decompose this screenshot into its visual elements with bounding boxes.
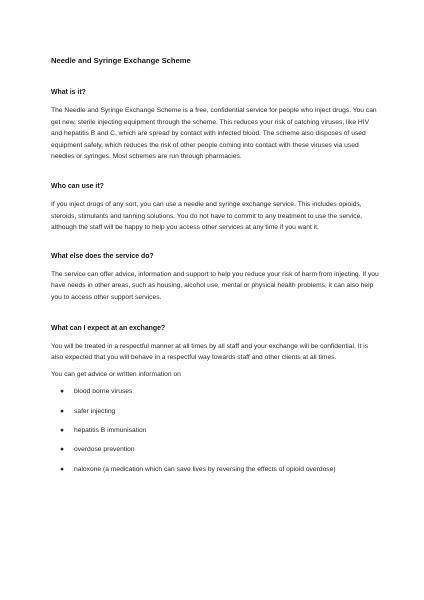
paragraph: You can get advice or written information on xyxy=(51,370,181,378)
list-item xyxy=(51,386,379,398)
list-item xyxy=(51,425,379,437)
paragraph: If you inject drugs of any sort, you can use a needle and syringe exchange service. This includes opioids, steroids, stimulants and tanning solutions. You do not have to commit to any treatment to use the service, although the staff will be happy to help you access other services at any time if you want it. xyxy=(51,200,363,232)
list-item-text: safer injecting xyxy=(74,407,116,415)
paragraph: You will be treated in a respectful manner at all times by all staff and your exchange will be confidential. It is also expected that you will behave in a respectful way towards staff and other clients at all times. xyxy=(51,342,369,362)
section-what-is-it xyxy=(51,88,379,163)
paragraph: The service can offer advice, information and support to help you reduce your risk of harm from injecting. If you have needs in other areas, such as housing, alcohol use, mental or physical health problems, it can also help you to access other support services. xyxy=(51,270,379,301)
bullet-icon: ● xyxy=(60,465,65,473)
bullet-icon: ● xyxy=(60,407,65,415)
list-item-text: hepatitis B immunisation xyxy=(74,427,147,435)
list-item-text: overdose prevention xyxy=(74,446,135,454)
section-heading: What else does the service do? xyxy=(51,252,154,260)
bullet-icon: ● xyxy=(60,446,65,454)
bullet-list xyxy=(51,386,379,475)
section-what-to-expect xyxy=(51,324,379,476)
section-who-can-use-it xyxy=(51,182,379,234)
section-heading: What is it? xyxy=(51,89,86,96)
bullet-icon: ● xyxy=(60,388,65,396)
list-item xyxy=(51,464,379,476)
paragraph: The Needle and Syringe Exchange Scheme is a free, confidential service for people who inject drugs. You can get new, sterile injecting equipment through the scheme. This reduces your risk of catching viruses, like HIV and hepatitis B and C, which are spread by contact with infected blood. The scheme also disposes of used equipment safely, which reduces the risk of other people coming into contact with these viruses via used needles or syringes. Most schemes are run through pharmacies. xyxy=(51,107,377,161)
document-page xyxy=(51,56,379,483)
section-heading: Who can use it? xyxy=(51,182,104,190)
section-heading: What can I expect at an exchange? xyxy=(51,324,166,332)
list-item-text: blood borne viruses xyxy=(74,388,133,396)
document-title: Needle and Syringe Exchange Scheme xyxy=(51,56,191,65)
list-item-text: naloxone (a medication which can save lives by reversing the effects of opioid overdose) xyxy=(74,465,336,473)
list-item xyxy=(51,444,379,456)
bullet-icon: ● xyxy=(60,427,65,435)
section-what-else xyxy=(51,252,379,304)
list-item xyxy=(51,406,379,418)
